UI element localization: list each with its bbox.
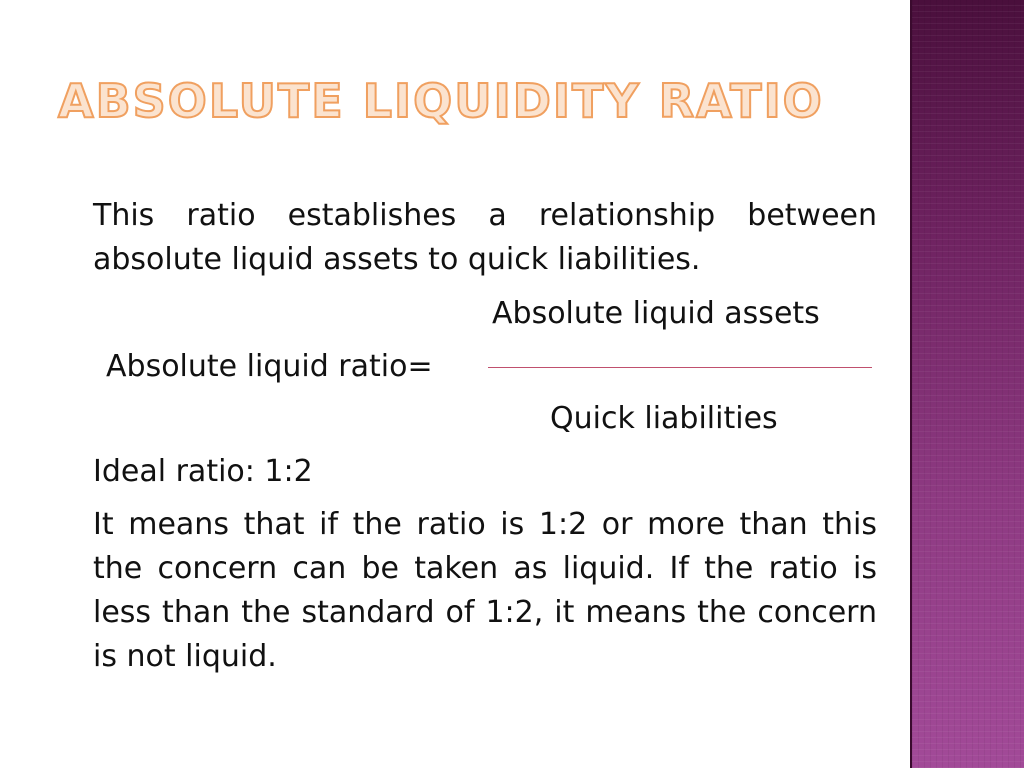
decorative-side-band — [912, 0, 1024, 768]
meaning-paragraph: It means that if the ratio is 1:2 or more than this the concern can be taken as liquid. If the ratio is less than the standard of 1:2, it means the concern is not liquid. — [93, 507, 877, 674]
fraction-line — [488, 367, 872, 368]
ideal-ratio-text: Ideal ratio: 1:2 — [93, 454, 313, 489]
formula-denominator: Quick liabilities — [550, 401, 778, 436]
formula-lhs: Absolute liquid ratio= — [106, 349, 433, 384]
slide-title: ABSOLUTE LIQUIDITY RATIO — [58, 74, 824, 128]
formula-numerator: Absolute liquid assets — [492, 296, 820, 331]
intro-paragraph: This ratio establishes a relationship between absolute liquid assets to quick liabilities. — [93, 198, 877, 277]
